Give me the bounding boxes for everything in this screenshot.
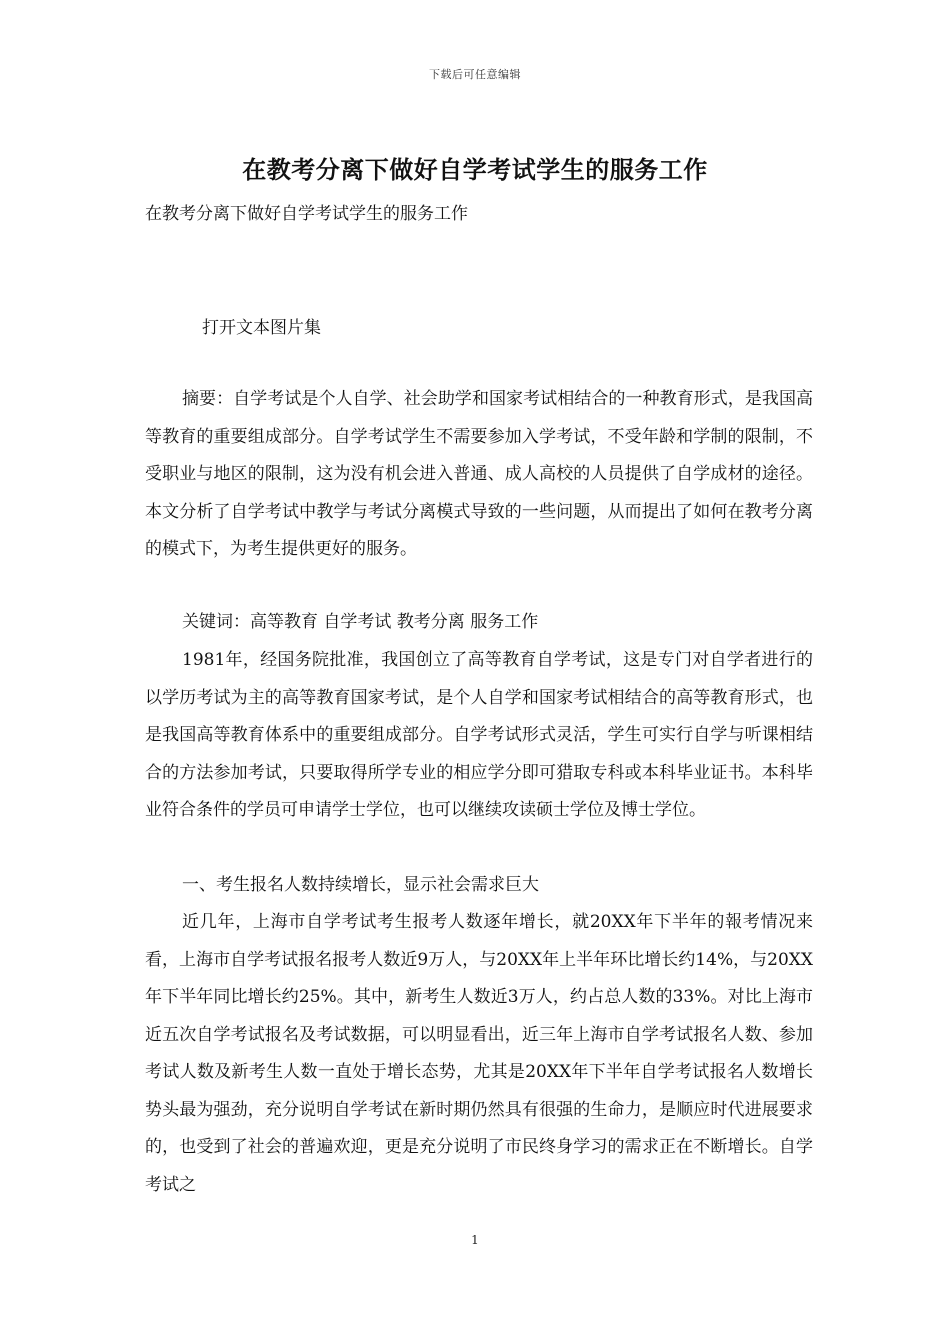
keywords-line: 关键词：高等教育 自学考试 教考分离 服务工作 [182, 612, 539, 632]
header-note: 下载后可任意编辑 [429, 68, 521, 81]
section-heading: 一、考生报名人数持续增长，显示社会需求巨大 [182, 875, 539, 895]
body-paragraph-1: 1981年，经国务院批准，我国创立了高等教育自学考试，这是专门对自学者进行的以学历考试为主的高等教育国家考试，是个人自学和国家考试相结合的高等教育形式，也是我国高等教育体系中的重要组成部分。自学考试形式灵活，学生可实行自学与听课相结合的方法参加考试，只要取得所学专业的相应学分即可猎取专科或本科毕业证书。本科毕业符合条件的学员可申请学士学位，也可以继续攻读硕士学位及博士学位。 [145, 650, 813, 820]
document-title: 在教考分离下做好自学考试学生的服务工作 [242, 155, 708, 184]
body-paragraph-2: 近几年，上海市自学考试考生报考人数逐年增长，就20XX年下半年的報考情况来看，上海市自学考试报名报考人数近9万人，与20XX年上半年环比增长约14%，与20XX年下半年同比增长约25%。其中，新考生人数近3万人，约占总人数的33%。对比上海市近五次自学考试报名及考试数据，可以明显看出，近三年上海市自学考试报名人数、参加考试人数及新考生人数一直处于增长态势，尤其是20XX年下半年自学考试报名人数增长势头最为强劲，充分说明自学考试在新时期仍然具有很强的生命力，是顺应时代进展要求的，也受到了社会的普遍欢迎，更是充分说明了市民终身学习的需求正在不断增长。自学考试之 [145, 912, 813, 1195]
open-image-gallery-link[interactable]: 打开文本图片集 [202, 318, 321, 338]
document-subtitle: 在教考分离下做好自学考试学生的服务工作 [145, 204, 468, 224]
page-number: 1 [471, 1233, 479, 1247]
abstract-paragraph: 摘要：自学考试是个人自学、社会助学和国家考试相结合的一种教育形式，是我国高等教育的重要组成部分。自学考试学生不需要参加入学考试，不受年龄和学制的限制，不受职业与地区的限制，这为没有机会进入普通、成人高校的人员提供了自学成材的途径。本文分析了自学考试中教学与考试分离模式导致的一些问题，从而提出了如何在教考分离的模式下，为考生提供更好的服务。 [145, 389, 813, 559]
